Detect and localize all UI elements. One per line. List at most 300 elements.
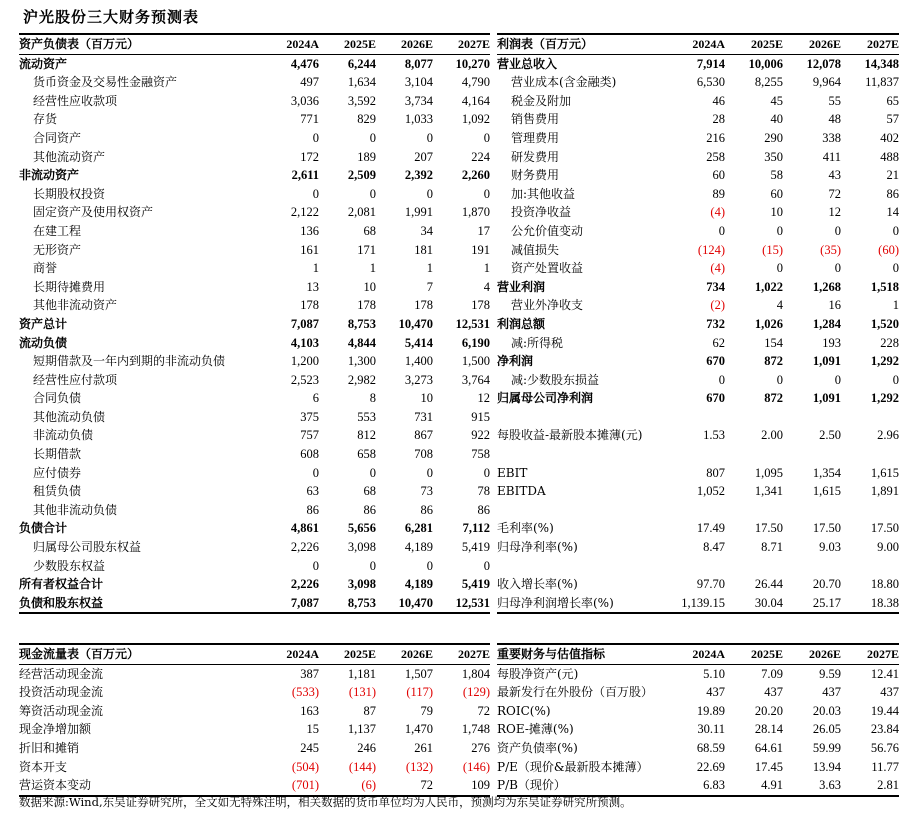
table-row xyxy=(497,482,899,501)
row-value: 178 xyxy=(471,298,490,313)
table-row xyxy=(497,776,899,796)
table-row xyxy=(497,334,899,353)
table-row xyxy=(19,92,490,111)
row-value: 3,734 xyxy=(404,93,433,108)
row-value: 10,006 xyxy=(748,56,783,71)
row-value: 0 xyxy=(892,223,899,238)
row-value: 181 xyxy=(414,242,433,257)
row-value: 0 xyxy=(369,465,376,480)
row-value: (60) xyxy=(878,242,899,257)
table-row xyxy=(19,683,490,702)
table-row xyxy=(497,148,899,167)
row-value: 670 xyxy=(706,391,725,406)
row-value: 30.04 xyxy=(725,594,783,614)
row-value: 1,354 xyxy=(812,465,841,480)
row-value: 2,081 xyxy=(347,205,376,220)
row-value: 18.80 xyxy=(870,577,899,592)
row-label: 投资活动现金流 xyxy=(19,685,104,700)
row-value: 17.49 xyxy=(696,521,725,536)
row-label: 长期借款 xyxy=(33,447,82,462)
row-value: 0 xyxy=(426,186,433,201)
table-row xyxy=(497,203,899,222)
row-value: 261 xyxy=(414,740,433,755)
row-value: 0 xyxy=(312,186,319,201)
row-value: 1 xyxy=(312,261,319,276)
row-value: 6,190 xyxy=(461,335,490,350)
row-value: 807 xyxy=(706,465,725,480)
table-row xyxy=(497,594,899,614)
row-value: 7 xyxy=(426,279,433,294)
row-value: 25.17 xyxy=(783,594,841,614)
row-value: 43 xyxy=(828,168,841,183)
table-row xyxy=(19,296,490,315)
row-value: 2,122 xyxy=(290,205,319,220)
row-value: 8 xyxy=(369,391,376,406)
row-value: 17.45 xyxy=(754,759,783,774)
row-label: 加:其他收益 xyxy=(511,186,576,201)
row-value: 163 xyxy=(300,703,319,718)
row-label: EBITDA xyxy=(497,484,546,499)
table-row xyxy=(497,720,899,739)
row-value: 86 xyxy=(306,502,319,517)
row-value: 1,091 xyxy=(812,354,841,369)
row-value: 2,260 xyxy=(461,168,490,183)
row-value: 6,281 xyxy=(404,521,433,536)
row-value: 0 xyxy=(892,372,899,387)
row-value: 13 xyxy=(306,279,319,294)
row-value: 731 xyxy=(414,409,433,424)
income-statement-header-row xyxy=(497,34,899,54)
row-value: 402 xyxy=(880,130,899,145)
row-label: 归属母公司净利润 xyxy=(497,391,594,406)
row-value: 17.50 xyxy=(812,521,841,536)
row-value: 64.61 xyxy=(754,740,783,755)
row-value: 10 xyxy=(363,279,376,294)
row-value: 68 xyxy=(363,484,376,499)
row-value: 10,470 xyxy=(376,594,433,614)
row-value: 172 xyxy=(300,149,319,164)
row-value: 20.70 xyxy=(812,577,841,592)
row-value: 2,611 xyxy=(291,168,319,183)
row-value: 72 xyxy=(477,703,490,718)
year-header: 2024A xyxy=(262,34,319,54)
table-row xyxy=(497,73,899,92)
table-row xyxy=(497,739,899,758)
row-label: 非流动负债 xyxy=(33,428,94,443)
row-label: ROIC(%) xyxy=(497,703,551,718)
row-value: (2) xyxy=(710,298,725,313)
row-value: 3.63 xyxy=(783,776,841,796)
row-value: 812 xyxy=(357,428,376,443)
row-label: 经营活动现金流 xyxy=(19,666,104,681)
row-value: 68.59 xyxy=(696,740,725,755)
row-value: 922 xyxy=(471,428,490,443)
table-row xyxy=(497,683,899,702)
row-value: 30.11 xyxy=(697,722,725,737)
year-header: 2027E xyxy=(841,34,899,54)
row-value: 0 xyxy=(776,261,783,276)
table-row xyxy=(497,664,899,683)
row-value: 1,292 xyxy=(870,391,899,406)
table-row xyxy=(19,538,490,557)
row-value: 1,052 xyxy=(696,484,725,499)
row-value: 658 xyxy=(357,447,376,462)
row-value: 0 xyxy=(483,465,490,480)
row-label xyxy=(497,445,667,464)
row-value: 4 xyxy=(776,298,783,313)
row-value: (504) xyxy=(291,759,319,774)
row-value: 7,112 xyxy=(462,521,490,536)
row-value: 79 xyxy=(420,703,433,718)
row-value: 4,844 xyxy=(347,335,376,350)
row-label: 应付债券 xyxy=(33,465,82,480)
year-header: 2024A xyxy=(667,34,725,54)
balance-sheet-title: 资产负债表（百万元） xyxy=(19,34,262,54)
row-value: 3,273 xyxy=(404,372,433,387)
row-label: 归母净利润增长率(%) xyxy=(497,594,667,614)
row-value: 55 xyxy=(828,93,841,108)
table-row xyxy=(19,739,490,758)
row-value: 1,137 xyxy=(347,722,376,737)
row-label: 短期借款及一年内到期的非流动负债 xyxy=(33,354,226,369)
row-value xyxy=(725,408,783,427)
row-value: 18.38 xyxy=(841,594,899,614)
row-value: 1,891 xyxy=(870,484,899,499)
row-value: (701) xyxy=(262,776,319,796)
row-value: 0 xyxy=(834,261,841,276)
row-value: 19.44 xyxy=(870,703,899,718)
row-value: 228 xyxy=(880,335,899,350)
row-label: 减值损失 xyxy=(511,242,560,257)
row-value: 48 xyxy=(828,112,841,127)
row-value: 4.91 xyxy=(725,776,783,796)
row-label: 减:少数股东损益 xyxy=(511,372,600,387)
row-label: 营业总收入 xyxy=(497,56,558,71)
row-value: 0 xyxy=(718,223,725,238)
row-value: 245 xyxy=(300,740,319,755)
row-label: 资产处置收益 xyxy=(511,261,584,276)
row-label: 合同资产 xyxy=(33,130,82,145)
row-value: 109 xyxy=(433,776,490,796)
row-value: 5,414 xyxy=(404,335,433,350)
row-value: 0 xyxy=(483,130,490,145)
row-value: 12,531 xyxy=(455,316,490,331)
row-value: 708 xyxy=(414,447,433,462)
row-value: 10 xyxy=(770,205,783,220)
row-value: 4,861 xyxy=(290,521,319,536)
table-row xyxy=(19,278,490,297)
row-value: (124) xyxy=(697,242,725,257)
row-value: 11,837 xyxy=(865,75,899,90)
row-value: (4) xyxy=(710,261,725,276)
table-row xyxy=(497,166,899,185)
table-row xyxy=(497,519,899,538)
row-value: 276 xyxy=(471,740,490,755)
row-value: 1,804 xyxy=(461,666,490,681)
year-header: 2027E xyxy=(433,34,490,54)
row-label: 最新发行在外股份（百万股） xyxy=(497,685,654,700)
row-label: 资产总计 xyxy=(19,316,68,331)
table-row xyxy=(497,445,899,464)
row-label: 现金净增加额 xyxy=(19,722,92,737)
row-value: 14,348 xyxy=(864,56,899,71)
row-label: 无形资产 xyxy=(33,242,82,257)
row-value: 78 xyxy=(477,484,490,499)
table-row xyxy=(497,758,899,777)
row-value: (533) xyxy=(291,685,319,700)
table-row xyxy=(19,352,490,371)
year-header: 2025E xyxy=(725,34,783,54)
table-row xyxy=(19,575,490,594)
row-value: 65 xyxy=(886,93,899,108)
row-value xyxy=(783,501,841,520)
row-value: 0 xyxy=(892,261,899,276)
year-header: 2026E xyxy=(783,34,841,54)
row-value: 338 xyxy=(822,130,841,145)
row-value: 19.89 xyxy=(696,703,725,718)
row-label: 财务费用 xyxy=(511,168,560,183)
row-value: 670 xyxy=(706,354,725,369)
row-value: (6) xyxy=(319,776,376,796)
row-value xyxy=(841,445,899,464)
row-value: 1,033 xyxy=(404,112,433,127)
year-header: 2027E xyxy=(841,644,899,664)
row-value xyxy=(667,557,725,576)
balance-sheet-table xyxy=(19,33,490,614)
row-value: 1 xyxy=(369,261,376,276)
row-value: 497 xyxy=(300,75,319,90)
row-value: 7,087 xyxy=(262,594,319,614)
row-value: 8,077 xyxy=(404,56,433,71)
row-value: 20.20 xyxy=(754,703,783,718)
table-row xyxy=(19,259,490,278)
row-value: 1,634 xyxy=(347,75,376,90)
row-value: 0 xyxy=(483,186,490,201)
row-label: ROE-摊薄(%) xyxy=(497,722,574,737)
row-value: 1,092 xyxy=(461,112,490,127)
row-value: 0 xyxy=(718,372,725,387)
row-value: 8,753 xyxy=(319,594,376,614)
row-value xyxy=(725,501,783,520)
row-label xyxy=(497,408,667,427)
row-value xyxy=(725,557,783,576)
row-value: 1,091 xyxy=(812,391,841,406)
row-value: 86 xyxy=(363,502,376,517)
table-row xyxy=(19,557,490,576)
row-value: 1,095 xyxy=(754,465,783,480)
row-value: 757 xyxy=(300,428,319,443)
table-row xyxy=(19,664,490,683)
row-value: 171 xyxy=(357,242,376,257)
row-value: 350 xyxy=(764,149,783,164)
table-row xyxy=(19,334,490,353)
row-label: 公允价值变动 xyxy=(511,223,584,238)
row-value xyxy=(841,501,899,520)
table-row xyxy=(497,352,899,371)
table-row xyxy=(19,464,490,483)
row-value: 1,139.15 xyxy=(667,594,725,614)
row-label: 经营性应收款项 xyxy=(33,93,118,108)
row-label: 净利润 xyxy=(497,354,534,369)
row-value: 1.53 xyxy=(703,428,725,443)
row-value: 915 xyxy=(471,409,490,424)
table-row xyxy=(497,185,899,204)
row-value: 553 xyxy=(357,409,376,424)
row-label: 营业外净收支 xyxy=(511,298,584,313)
row-value: 10 xyxy=(420,391,433,406)
row-label: 在建工程 xyxy=(33,223,82,238)
table-row xyxy=(19,702,490,721)
row-value xyxy=(667,408,725,427)
row-value: 207 xyxy=(414,149,433,164)
row-value: 867 xyxy=(414,428,433,443)
row-label: 租赁负债 xyxy=(33,484,82,499)
row-value: (146) xyxy=(462,759,490,774)
row-value: 1,870 xyxy=(461,205,490,220)
row-value: 0 xyxy=(312,130,319,145)
table-row xyxy=(497,389,899,408)
row-value: 28 xyxy=(712,112,725,127)
row-value: 5.10 xyxy=(703,666,725,681)
table-row xyxy=(19,482,490,501)
row-value: 437 xyxy=(822,685,841,700)
row-label: P/B（现价） xyxy=(497,776,667,796)
row-value: 216 xyxy=(706,130,725,145)
table-row xyxy=(19,148,490,167)
row-value: (117) xyxy=(406,685,433,700)
table-row xyxy=(19,185,490,204)
row-value: 28.14 xyxy=(754,722,783,737)
table-row xyxy=(497,557,899,576)
row-label: 收入增长率(%) xyxy=(497,577,578,592)
table-row xyxy=(19,110,490,129)
row-value: 6.83 xyxy=(667,776,725,796)
row-value: 0 xyxy=(426,130,433,145)
row-label: 利润总额 xyxy=(497,316,546,331)
table-row xyxy=(497,110,899,129)
row-value: 0 xyxy=(312,558,319,573)
row-value: 1,615 xyxy=(870,465,899,480)
row-value: 2.00 xyxy=(761,428,783,443)
row-value: 13.94 xyxy=(812,759,841,774)
row-value: 59.99 xyxy=(812,740,841,755)
row-value: 1,026 xyxy=(754,316,783,331)
table-row xyxy=(19,54,490,73)
row-value: 0 xyxy=(776,223,783,238)
row-value: (4) xyxy=(710,205,725,220)
row-label: 营业成本(含金融类) xyxy=(511,75,617,90)
row-value: 3,036 xyxy=(290,93,319,108)
table-row xyxy=(497,315,899,334)
row-label: 货币资金及交易性金融资产 xyxy=(33,75,178,90)
table-row xyxy=(19,389,490,408)
row-label: 长期股权投资 xyxy=(33,186,106,201)
row-value: 437 xyxy=(706,685,725,700)
row-label: 其他流动资产 xyxy=(33,149,106,164)
row-value: 12,078 xyxy=(806,56,841,71)
row-value: 2,226 xyxy=(290,540,319,555)
row-value: 136 xyxy=(300,223,319,238)
row-value: 1,341 xyxy=(754,484,783,499)
table-row xyxy=(497,464,899,483)
table-row xyxy=(19,315,490,334)
row-value: 758 xyxy=(471,447,490,462)
row-value: 86 xyxy=(477,502,490,517)
row-value: 4,103 xyxy=(290,335,319,350)
year-header: 2026E xyxy=(376,644,433,664)
row-label: 折旧和摊销 xyxy=(19,740,80,755)
row-value: 0 xyxy=(369,558,376,573)
row-value: 7.09 xyxy=(761,666,783,681)
row-label: 长期待摊费用 xyxy=(33,279,106,294)
row-value xyxy=(725,445,783,464)
row-value: 12,531 xyxy=(433,594,490,614)
year-header: 2024A xyxy=(262,644,319,664)
row-value: 193 xyxy=(822,335,841,350)
row-value: 20.03 xyxy=(812,703,841,718)
table-row xyxy=(19,73,490,92)
row-label: 研发费用 xyxy=(511,149,560,164)
row-value: (144) xyxy=(348,759,376,774)
row-label xyxy=(497,557,667,576)
row-label: 营业利润 xyxy=(497,279,546,294)
row-value: 2,392 xyxy=(404,168,433,183)
cash-flow-header-row xyxy=(19,644,490,664)
row-label: 投资净收益 xyxy=(511,205,572,220)
row-value: 1,520 xyxy=(870,316,899,331)
row-label xyxy=(497,501,667,520)
row-value xyxy=(783,408,841,427)
valuation-table xyxy=(497,643,899,797)
row-value: 1,400 xyxy=(404,354,433,369)
year-header: 2025E xyxy=(319,644,376,664)
row-value: 8,753 xyxy=(347,316,376,331)
row-value: (131) xyxy=(348,685,376,700)
row-value: 771 xyxy=(300,112,319,127)
row-value: 68 xyxy=(363,223,376,238)
row-value: 375 xyxy=(300,409,319,424)
year-header: 2025E xyxy=(725,644,783,664)
row-label: 管理费用 xyxy=(511,130,560,145)
row-label: 所有者权益合计 xyxy=(19,577,104,592)
row-label: 存货 xyxy=(33,112,58,127)
row-value: 1,615 xyxy=(812,484,841,499)
row-value: 12 xyxy=(477,391,490,406)
row-value: (35) xyxy=(820,242,841,257)
row-value: 4,189 xyxy=(404,540,433,555)
income-statement-table xyxy=(497,33,899,614)
row-label: 固定资产及使用权资产 xyxy=(33,205,154,220)
valuation-title: 重要财务与估值指标 xyxy=(497,644,667,664)
row-label: 减:所得税 xyxy=(511,335,564,350)
row-value: (129) xyxy=(462,685,490,700)
row-value: 3,098 xyxy=(347,577,376,592)
row-label: 归母净利率(%) xyxy=(497,540,578,555)
row-value: 7,914 xyxy=(696,56,725,71)
row-value: 22.69 xyxy=(696,759,725,774)
row-value: 10,470 xyxy=(398,316,433,331)
row-value: 3,104 xyxy=(404,75,433,90)
table-row xyxy=(497,408,899,427)
table-row xyxy=(19,371,490,390)
row-value: 12 xyxy=(828,205,841,220)
row-value: 12.41 xyxy=(870,666,899,681)
row-value: 3,098 xyxy=(347,540,376,555)
table-row xyxy=(497,259,899,278)
row-value: 3,592 xyxy=(347,93,376,108)
row-value: 2,523 xyxy=(290,372,319,387)
table-row xyxy=(19,519,490,538)
